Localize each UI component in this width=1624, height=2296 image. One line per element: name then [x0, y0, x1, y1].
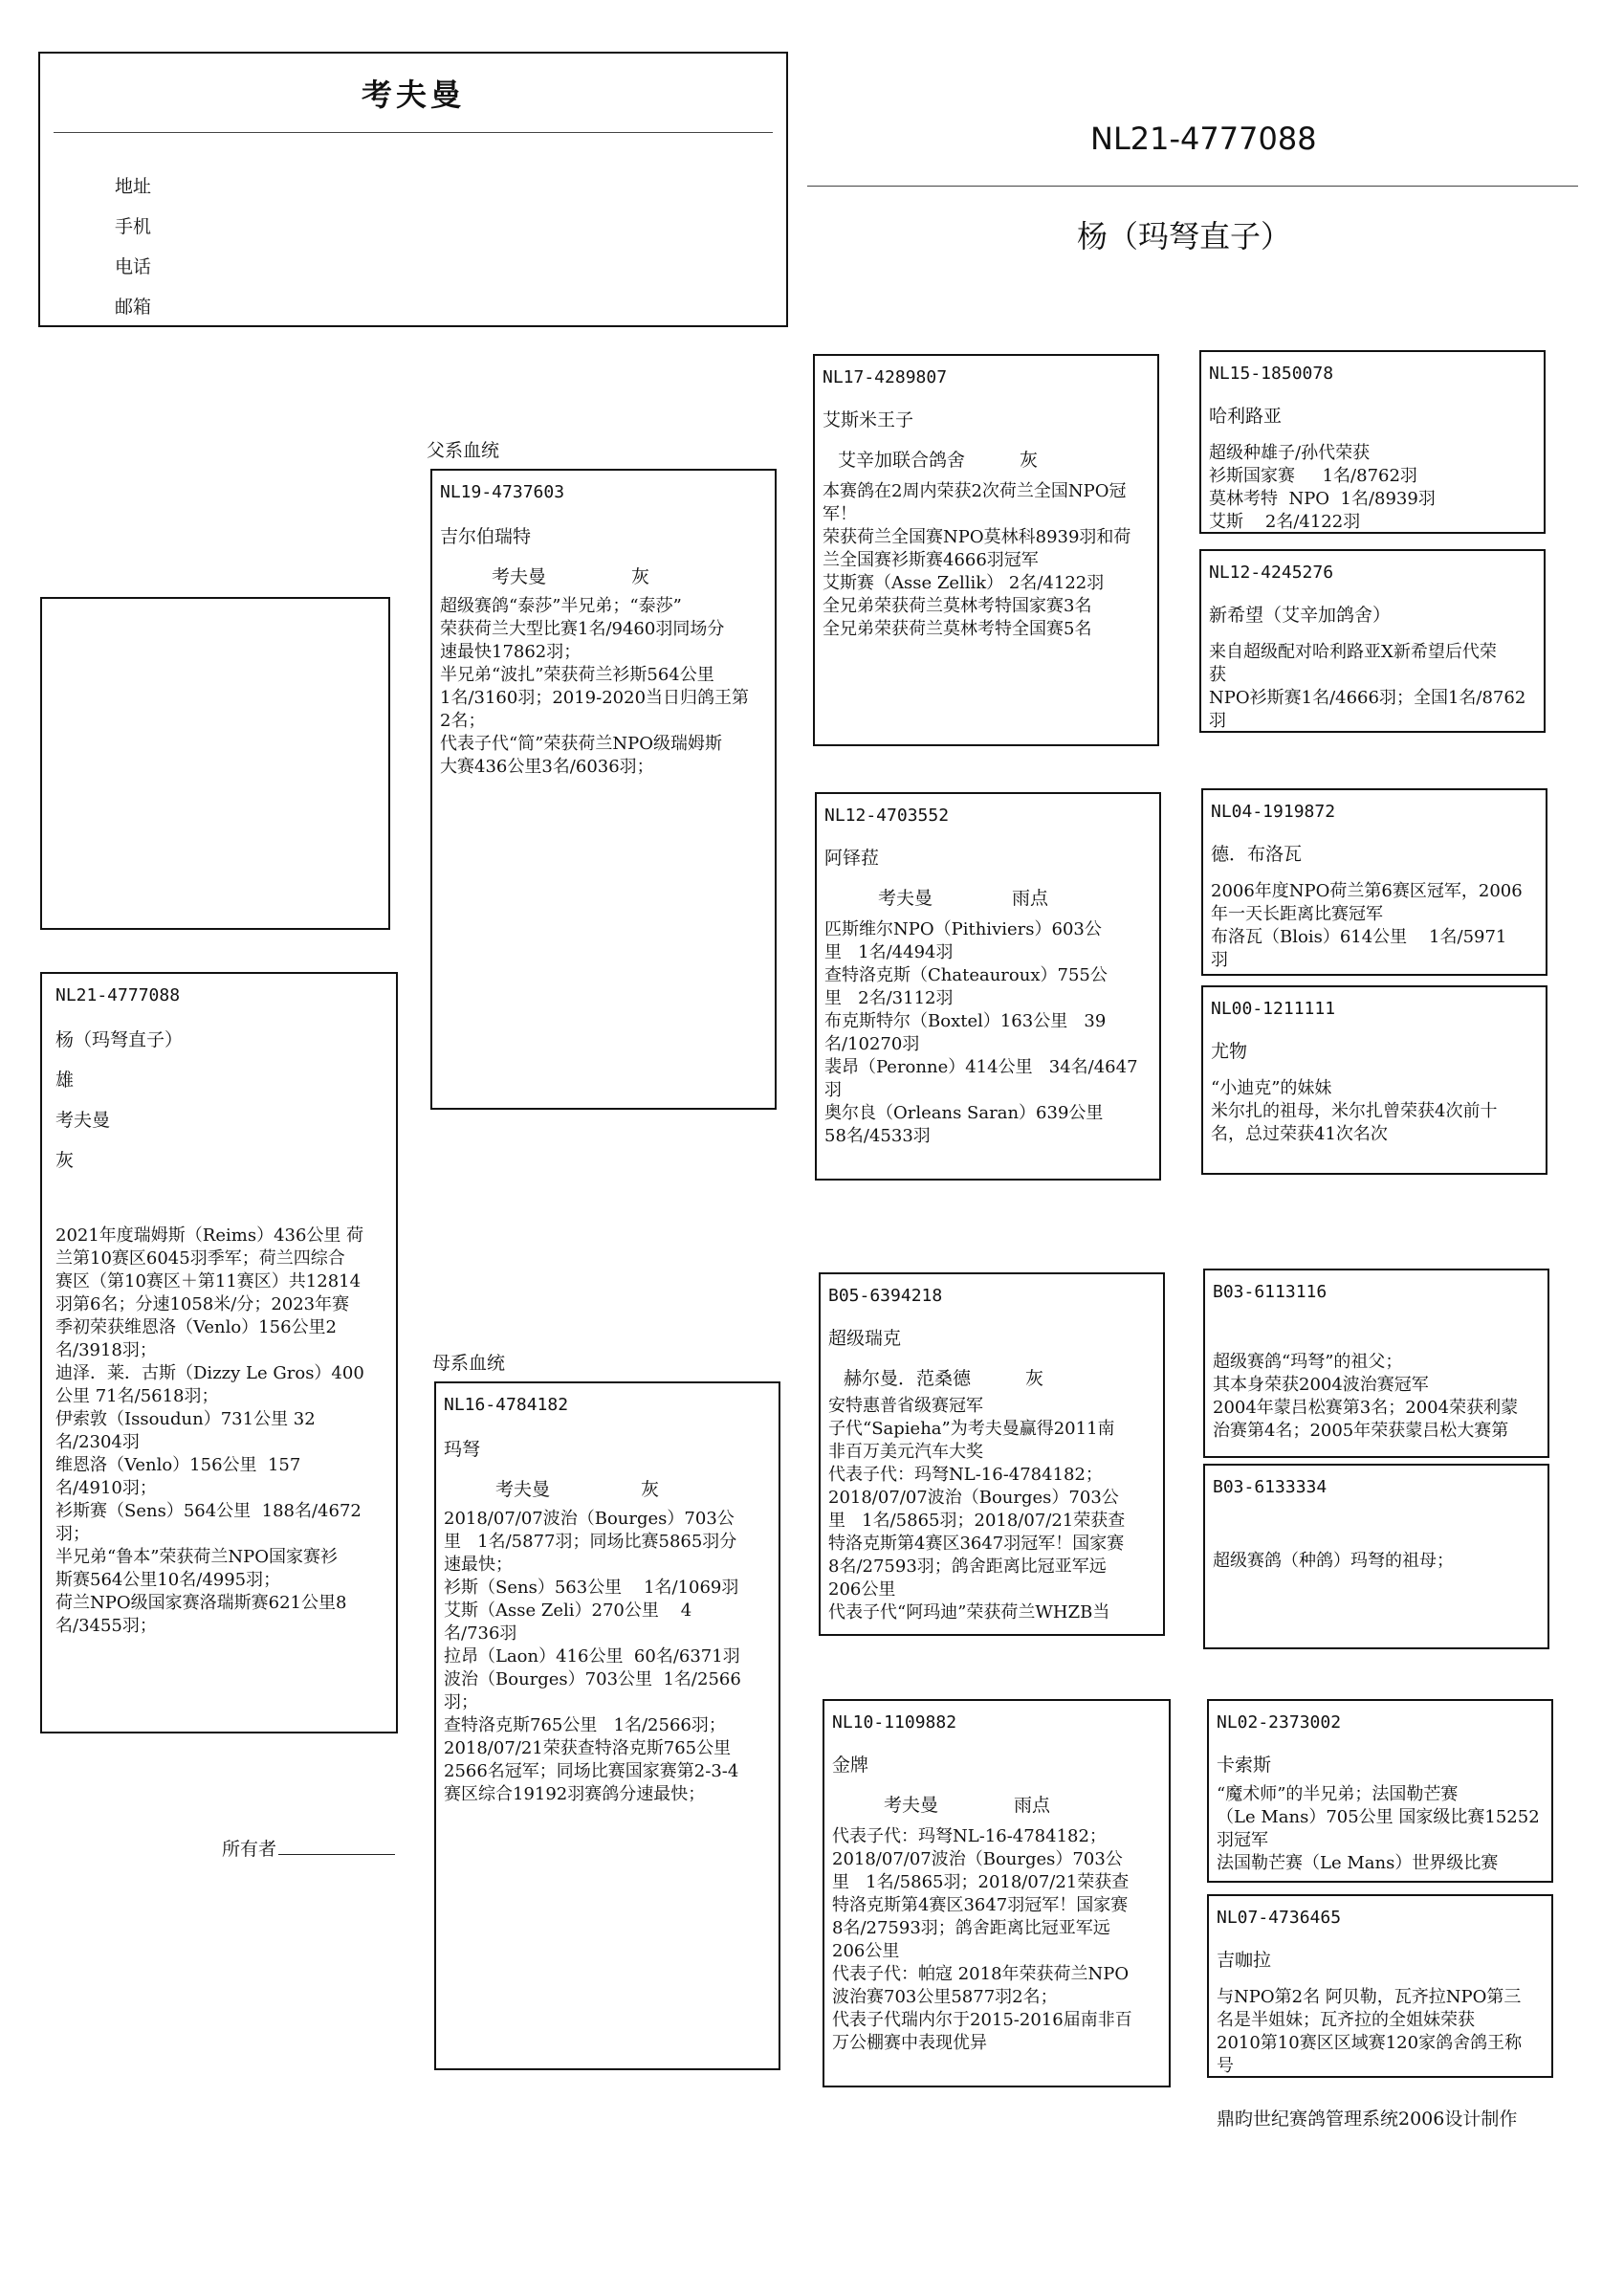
sire-card	[430, 469, 777, 1110]
sire-body: 超级赛鸽“泰莎”半兄弟；“泰莎” 荣获荷兰大型比赛1名/9460羽同场分 速最快17862羽； 半兄弟“波扎”荣获荷兰衫斯564公里 1名/3160羽；2019-2020当日归鸽王第 2名； 代表子代“简”荣获荷兰NPO级瑞姆斯 大赛436公里3名/6036羽；	[440, 596, 750, 777]
sire-dam-ring: NL12-4703552	[824, 806, 950, 826]
sire-line-label: 父系血统	[427, 440, 500, 461]
sire-sire-sire-body: 超级种雄子/孙代荣获 衫斯国家赛 1名/8762羽 莫林考特 NPO 1名/8939羽 艾斯 2名/4122羽	[1209, 443, 1436, 532]
sire-breeder: 考夫曼	[492, 566, 547, 587]
dam-sire-ring: B05-6394218	[828, 1286, 943, 1306]
sire-sire-dam-body: 来自超级配对哈利路亚X新希望后代荣 获 NPO衫斯赛1名/4666羽；全国1名/8762 羽	[1209, 642, 1526, 731]
address-label: 地址	[115, 176, 152, 197]
phone-label: 电话	[115, 256, 152, 277]
sire-sire-ring: NL17-4289807	[823, 367, 948, 387]
sire-dam-dam-card	[1201, 985, 1547, 1175]
dam-line-label: 母系血统	[432, 1353, 506, 1374]
sire-dam-sire-ring: NL04-1919872	[1211, 802, 1336, 822]
sire-dam-color: 雨点	[1012, 888, 1049, 909]
dam-name: 玛弩	[444, 1439, 481, 1460]
sire-sire-breeder: 艾辛加联合鸽舍	[838, 450, 966, 471]
dam-dam-dam-card	[1207, 1894, 1553, 2078]
sire-sire-dam-name: 新希望（艾辛加鸽舍）	[1209, 605, 1392, 626]
subject-ring: NL21-4777088	[55, 985, 181, 1005]
header-name: 杨（玛弩直子）	[1077, 218, 1292, 254]
dam-dam-dam-body: 与NPO第2名 阿贝勒，瓦齐拉NPO第三 名是半姐妹；瓦齐拉的全姐妹荣获 2010第10赛区区域赛120家鸽舍鸽王称 号	[1217, 1987, 1523, 2076]
subject-sex: 雄	[55, 1070, 75, 1091]
owner-divider	[54, 132, 773, 133]
sire-sire-dam-card	[1199, 549, 1546, 733]
subject-name: 杨（玛弩直子）	[55, 1029, 184, 1050]
dam-sire-name: 超级瑞克	[828, 1328, 902, 1349]
sire-sire-sire-name: 哈利路亚	[1209, 406, 1283, 427]
dam-sire-dam-ring: B03-6133334	[1213, 1477, 1328, 1497]
mobile-label: 手机	[115, 216, 152, 237]
sire-sire-name: 艾斯米王子	[823, 409, 914, 430]
subject-breeder: 考夫曼	[55, 1110, 111, 1131]
dam-sire-sire-ring: B03-6113116	[1213, 1282, 1328, 1302]
sire-dam-body: 匹斯维尔NPO（Pithiviers）603公 里 1名/4494羽 查特洛克斯（Chateauroux）755公 里 2名/3112羽 布克斯特尔（Boxtel）163公里 39 名/10270羽 裴昂（Peronne）414公里 34名/4647 羽 奥尔良（Orleans Saran）639公里 58名/4533羽	[824, 919, 1138, 1146]
owner-sign-text: 所有者	[222, 1839, 277, 1860]
sire-dam-sire-card	[1201, 788, 1547, 976]
header-ring: NL21-4777088	[1090, 121, 1317, 157]
sire-dam-card	[815, 792, 1161, 1181]
dam-ring: NL16-4784182	[444, 1395, 569, 1415]
dam-dam-sire-card	[1207, 1699, 1553, 1883]
dam-sire-body: 安特惠普省级赛冠军 子代“Sapieha”为考夫曼赢得2011南 非百万美元汽车大奖 代表子代：玛弩NL-16-4784182； 2018/07/07波治（Bourges）703公 里 1名/5865羽；2018/07/21荣获查 特洛克斯第4赛区3647羽冠军！国家赛 8名/27593羽；鸽舍距离比冠亚军远 206公里 代表子代“阿玛迪”荣获荷兰WHZB当	[828, 1396, 1126, 1623]
owner-sign-label	[222, 1835, 395, 1861]
sire-name: 吉尔伯瑞特	[440, 526, 532, 547]
sire-dam-sire-name: 德．布洛瓦	[1211, 844, 1303, 865]
header-divider	[807, 186, 1578, 187]
owner-sign-line	[278, 1837, 395, 1855]
dam-dam-color: 雨点	[1014, 1795, 1051, 1816]
owner-card	[38, 52, 788, 327]
sire-dam-sire-body: 2006年度NPO荷兰第6赛区冠军，2006 年一天长距离比赛冠军 布洛瓦（Blois）614公里 1名/5971 羽	[1211, 881, 1523, 970]
sire-sire-sire-ring: NL15-1850078	[1209, 364, 1334, 384]
dam-sire-color: 灰	[1025, 1368, 1044, 1389]
photo-frame	[40, 597, 390, 930]
sire-sire-dam-ring: NL12-4245276	[1209, 563, 1334, 583]
subject-body: 2021年度瑞姆斯（Reims）436公里 荷 兰第10赛区6045羽季军；荷兰四综合 赛区（第10赛区＋第11赛区）共12814 羽第6名；分速1058米/分；2023年赛 季初荣获维恩洛（Venlo）156公里2 名/3918羽； 迪泽．莱．古斯（Dizzy Le Gros）400 公里 71名/5618羽； 伊索敦（Issoudun）731公里 32 名/2304羽 维恩洛（Venlo）156公里 157 名/4910羽； 衫斯赛（Sens）564公里 188名/4672 羽； 半兄弟“鲁本”荣获荷兰NPO国家赛衫 斯赛564公里10名/4995羽； 荷兰NPO级国家赛洛瑞斯赛621公里8 名/3455羽；	[55, 1225, 364, 1636]
sire-dam-dam-body: “小迪克”的妹妹 米尔扎的祖母，米尔扎曾荣获4次前十 名，总过荣获41次名次	[1211, 1078, 1498, 1144]
sire-dam-breeder: 考夫曼	[878, 888, 933, 909]
dam-sire-dam-body: 超级赛鸽（种鸽）玛弩的祖母；	[1213, 1551, 1454, 1571]
email-label: 邮箱	[115, 297, 152, 318]
dam-breeder: 考夫曼	[495, 1479, 551, 1500]
dam-color: 灰	[641, 1479, 660, 1500]
dam-dam-card	[823, 1699, 1171, 2087]
sire-sire-card	[813, 354, 1159, 746]
dam-dam-sire-body: “魔术师”的半兄弟；法国勒芒赛 （Le Mans）705公里 国家级比赛15252 羽冠军 法国勒芒赛（Le Mans）世界级比赛	[1217, 1784, 1540, 1873]
dam-dam-sire-ring: NL02-2373002	[1217, 1712, 1342, 1733]
sire-sire-color: 灰	[1020, 450, 1039, 471]
dam-sire-card	[819, 1272, 1165, 1636]
sire-sire-sire-card	[1199, 350, 1546, 534]
subject-card	[40, 972, 398, 1733]
dam-dam-dam-name: 吉咖拉	[1217, 1950, 1272, 1971]
sire-dam-name: 阿铎菈	[824, 848, 880, 869]
sire-sire-body: 本赛鸽在2周内荣获2次荷兰全国NPO冠 军！ 荣获荷兰全国赛NPO莫林科8939羽和荷 兰全国赛衫斯赛4666羽冠军 艾斯赛（Asse Zellik） 2名/4122羽 全兄弟荣获荷兰莫林考特国家赛3名 全兄弟荣获荷兰莫林考特全国赛5名	[823, 481, 1131, 639]
sire-dam-dam-name: 尤物	[1211, 1041, 1248, 1062]
dam-sire-dam-card	[1203, 1464, 1549, 1649]
sire-dam-dam-ring: NL00-1211111	[1211, 999, 1336, 1019]
dam-dam-dam-ring: NL07-4736465	[1217, 1908, 1342, 1928]
sire-color: 灰	[631, 566, 650, 587]
footer-credit: 鼎昀世纪赛鸽管理系统2006设计制作	[1217, 2108, 1518, 2130]
dam-sire-sire-card	[1203, 1269, 1549, 1458]
dam-dam-name: 金牌	[832, 1755, 869, 1776]
subject-color: 灰	[55, 1150, 75, 1171]
dam-sire-breeder: 赫尔曼．范桑德	[844, 1368, 972, 1389]
owner-title: 考夫曼	[361, 77, 465, 113]
sire-ring: NL19-4737603	[440, 482, 565, 502]
dam-dam-breeder: 考夫曼	[884, 1795, 939, 1816]
dam-card	[434, 1381, 780, 2070]
dam-body: 2018/07/07波治（Bourges）703公 里 1名/5877羽；同场比赛5865羽分 速最快； 衫斯（Sens）563公里 1名/1069羽 艾斯（Asse Zeli）270公里 4 名/736羽 拉昂（Laon）416公里 60名/6371羽 波治（Bourges）703公里 1名/2566 羽； 查特洛克斯765公里 1名/2566羽； 2018/07/21荣获查特洛克斯765公里 2566名冠军；同场比赛国家赛第2-3-4 赛区综合19192羽赛鸽分速最快；	[444, 1509, 741, 1804]
dam-dam-ring: NL10-1109882	[832, 1712, 957, 1733]
dam-dam-body: 代表子代：玛弩NL-16-4784182； 2018/07/07波治（Bourges）703公 里 1名/5865羽；2018/07/21荣获查 特洛克斯第4赛区3647羽冠军！国家赛 8名/27593羽；鸽舍距离比冠亚军远 206公里 代表子代：帕寇 2018年荣获荷兰NPO 波治赛703公里5877羽2名； 代表子代瑞内尔于2015-2016届南非百 万公棚赛中表现优异	[832, 1826, 1132, 2053]
dam-dam-sire-name: 卡索斯	[1217, 1755, 1272, 1776]
dam-sire-sire-body: 超级赛鸽“玛弩”的祖父； 其本身荣获2004波治赛冠军 2004年蒙吕松赛第3名；2004荣获利蒙 治赛第4名；2005年荣获蒙吕松大赛第	[1213, 1352, 1519, 1441]
